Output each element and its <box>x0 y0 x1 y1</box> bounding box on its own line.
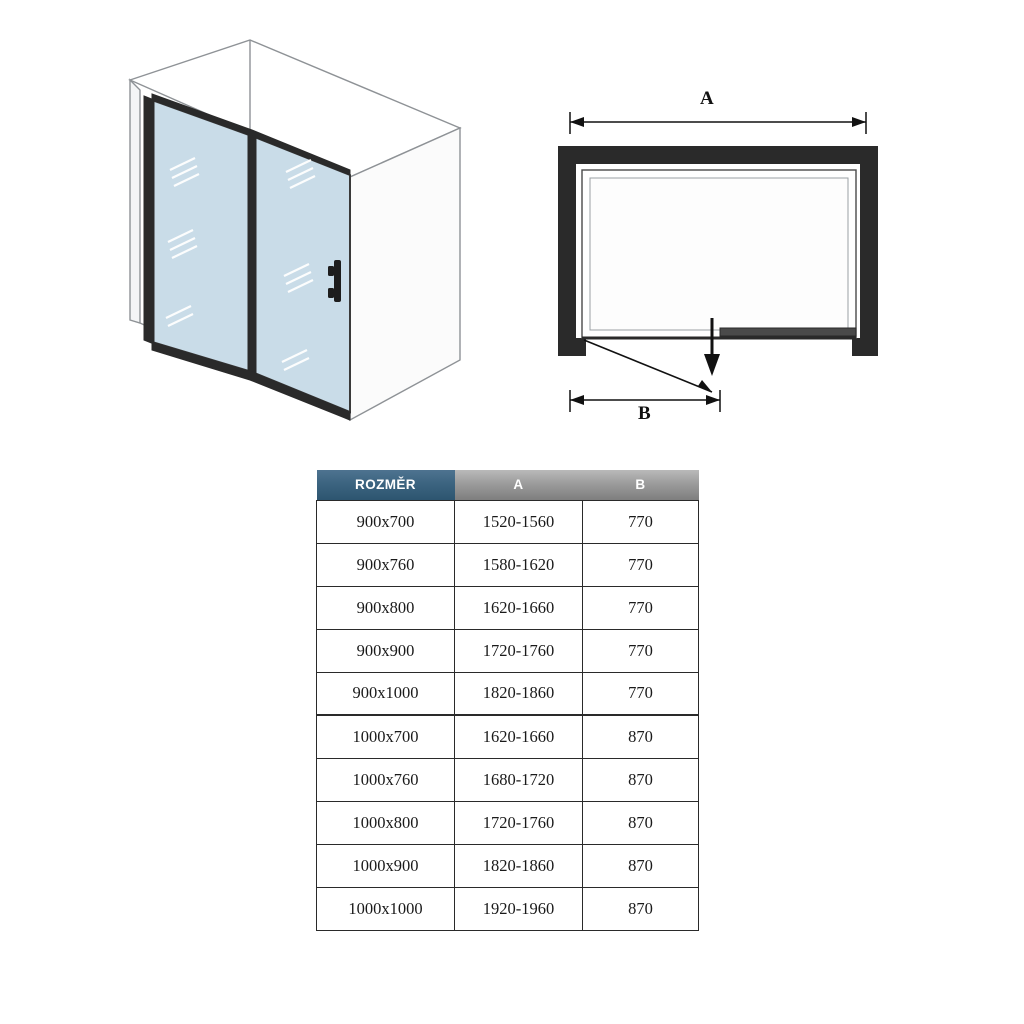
perspective-svg <box>100 20 500 450</box>
shower-enclosure-perspective-view <box>100 20 500 450</box>
cell-size: 900x800 <box>317 586 455 629</box>
table-row <box>317 672 699 715</box>
cell-dimension-b: 870 <box>583 844 699 887</box>
cell-dimension-a: 1620-1660 <box>455 715 583 758</box>
cell-dimension-b: 770 <box>583 500 699 543</box>
center-profile <box>248 134 256 373</box>
cell-size: 900x1000 <box>317 672 455 715</box>
cell-size: 1000x1000 <box>317 887 455 930</box>
cell-dimension-a: 1580-1620 <box>455 543 583 586</box>
table-row <box>317 586 699 629</box>
cell-dimension-a: 1920-1960 <box>455 887 583 930</box>
cell-size: 1000x760 <box>317 758 455 801</box>
cell-dimension-a: 1820-1860 <box>455 844 583 887</box>
size-table-header-row <box>317 470 699 500</box>
cell-size: 1000x900 <box>317 844 455 887</box>
cell-dimension-a: 1520-1560 <box>455 500 583 543</box>
label-dimension-b: B <box>638 403 651 424</box>
size-table-head <box>317 470 699 500</box>
column-header-size: ROZMĚR <box>317 470 455 500</box>
vertical-profile-left <box>144 96 154 344</box>
shower-enclosure-plan-view <box>540 88 900 440</box>
cell-dimension-b: 770 <box>583 586 699 629</box>
table-row <box>317 887 699 930</box>
column-header-a: A <box>455 470 583 500</box>
cell-dimension-a: 1720-1760 <box>455 629 583 672</box>
table-row <box>317 844 699 887</box>
cell-size: 900x760 <box>317 543 455 586</box>
shower-tray-inner <box>590 178 848 330</box>
table-row <box>317 758 699 801</box>
cell-dimension-b: 870 <box>583 801 699 844</box>
table-row <box>317 715 699 758</box>
cell-size: 900x700 <box>317 500 455 543</box>
label-dimension-a: A <box>700 88 714 109</box>
table-row <box>317 543 699 586</box>
cell-size: 900x900 <box>317 629 455 672</box>
size-table-wrapper <box>316 470 698 931</box>
cell-dimension-b: 770 <box>583 672 699 715</box>
table-row <box>317 801 699 844</box>
cell-dimension-a: 1720-1760 <box>455 801 583 844</box>
glass-panel-left <box>152 100 252 372</box>
cell-dimension-b: 770 <box>583 629 699 672</box>
cell-dimension-a: 1820-1860 <box>455 672 583 715</box>
sliding-panel-plan <box>720 328 856 336</box>
dimension-line-a <box>570 112 866 134</box>
door-swing-line <box>584 340 712 392</box>
cell-dimension-b: 770 <box>583 543 699 586</box>
plan-svg <box>540 100 900 440</box>
door-swing-arrowhead <box>698 380 712 392</box>
cell-size: 1000x700 <box>317 715 455 758</box>
column-header-b: B <box>583 470 699 500</box>
cell-dimension-a: 1620-1660 <box>455 586 583 629</box>
cell-dimension-b: 870 <box>583 758 699 801</box>
cell-dimension-a: 1680-1720 <box>455 758 583 801</box>
table-row <box>317 629 699 672</box>
cell-size: 1000x800 <box>317 801 455 844</box>
cell-dimension-b: 870 <box>583 887 699 930</box>
cell-dimension-b: 870 <box>583 715 699 758</box>
size-table <box>316 470 699 931</box>
size-table-body <box>317 500 699 930</box>
table-row <box>317 500 699 543</box>
